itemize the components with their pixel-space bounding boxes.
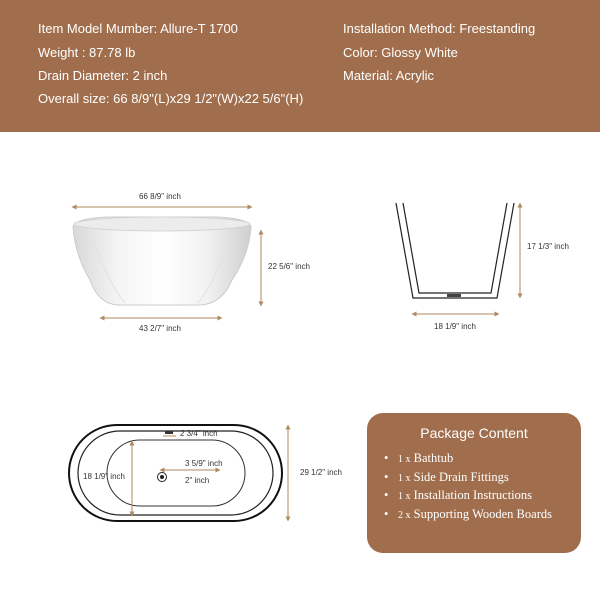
dim-inner-width: 18 1/9" inch [83, 472, 125, 481]
dim-drain-size: 2" inch [185, 476, 210, 485]
dim-drain-offset: 2 3/4" inch [180, 429, 218, 438]
dim-drain-distance: 3 5/9" inch [185, 459, 223, 468]
package-item: • 2 x Supporting Wooden Boards [384, 506, 552, 521]
dim-base-length: 43 2/7" inch [139, 324, 181, 333]
dim-inner-depth: 17 1/3" inch [527, 242, 569, 251]
section-view [396, 203, 514, 298]
dim-height: 22 5/6" inch [268, 262, 310, 271]
dim-overall-width: 29 1/2" inch [300, 468, 342, 477]
package-content-box [367, 413, 581, 553]
spec-material: Material: Acrylic [343, 68, 435, 83]
spec-installation: Installation Method: Freestanding [343, 21, 536, 36]
spec-model: Item Model Mumber: Allure-T 1700 [38, 21, 238, 36]
package-item: • 1 x Side Drain Fittings [384, 469, 509, 484]
package-item: • 1 x Installation Instructions [384, 488, 533, 502]
dim-length-top: 66 8/9" inch [139, 192, 181, 201]
package-item: • 1 x Bathtub [384, 451, 454, 465]
package-list [384, 451, 552, 525]
spec-size: Overall size: 66 8/9"(L)x29 1/2"(W)x22 5/6"(H) [38, 91, 304, 106]
package-title: Package Content [420, 425, 528, 441]
side-view-tub [73, 217, 251, 305]
dim-base-width: 18 1/9" inch [434, 322, 476, 331]
spec-drain: Drain Diameter: 2 inch [38, 68, 168, 83]
spec-color: Color: Glossy White [343, 45, 458, 60]
spec-weight: Weight : 87.78 lb [38, 45, 136, 60]
